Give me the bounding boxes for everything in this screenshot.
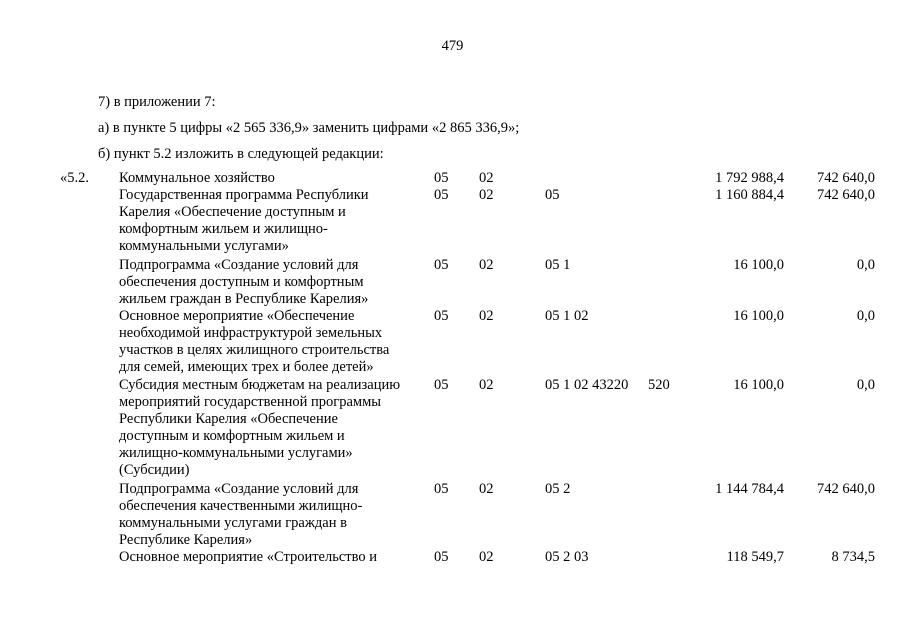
row-name-line: Основное мероприятие «Строительство и bbox=[119, 549, 377, 565]
amount-federal: 0,0 bbox=[856, 377, 875, 393]
target-article-code: 05 2 03 bbox=[545, 549, 589, 565]
section-code: 05 bbox=[434, 549, 449, 565]
subsection-code: 02 bbox=[479, 549, 494, 565]
row-name-line: Подпрограмма «Создание условий для bbox=[119, 481, 359, 497]
row-name-line: коммунальными услугами» bbox=[119, 238, 289, 254]
row-name-line: обеспечения доступным и комфортным bbox=[119, 274, 364, 290]
row-name-line: Карелия «Обеспечение доступным и bbox=[119, 204, 346, 220]
row-name bbox=[119, 308, 419, 376]
amount-total: 16 100,0 bbox=[733, 377, 784, 393]
amount-federal: 0,0 bbox=[856, 257, 875, 273]
target-article-code: 05 1 02 43220 bbox=[545, 377, 629, 393]
target-article-code: 05 1 bbox=[545, 257, 571, 273]
amount-total: 1 144 784,4 bbox=[715, 481, 784, 497]
amount-federal: 742 640,0 bbox=[817, 481, 875, 497]
row-name-line: для семей, имеющих трех и более детей» bbox=[119, 359, 374, 375]
row-name-line: жилищно-коммунальными услугами» bbox=[119, 445, 353, 461]
target-article-code: 05 1 02 bbox=[545, 308, 589, 324]
row-name-line: участков в целях жилищного строительства bbox=[119, 342, 390, 358]
amount-total: 1 160 884,4 bbox=[715, 187, 784, 203]
page-number: 479 bbox=[441, 38, 464, 54]
row-name-line: жильем граждан в Республике Карелия» bbox=[119, 291, 369, 307]
expense-type-code: 520 bbox=[648, 377, 670, 393]
row-name-line: комфортным жильем и жилищно- bbox=[119, 221, 328, 237]
section-code: 05 bbox=[434, 481, 449, 497]
target-article-code: 05 2 bbox=[545, 481, 571, 497]
amount-total: 16 100,0 bbox=[733, 257, 784, 273]
amount-federal: 0,0 bbox=[856, 308, 875, 324]
row-name-line: Государственная программа Республики bbox=[119, 187, 369, 203]
row-name-line: Субсидия местным бюджетам на реализацию bbox=[119, 377, 401, 393]
section-code: 05 bbox=[434, 187, 449, 203]
row-name-line: коммунальными услугами граждан в bbox=[119, 515, 347, 531]
paragraph-item-a: а) в пункте 5 цифры «2 565 336,9» заменить цифрами «2 865 336,9»; bbox=[98, 120, 520, 136]
subsection-code: 02 bbox=[479, 377, 494, 393]
row-name-line: Основное мероприятие «Обеспечение bbox=[119, 308, 355, 324]
row-name-line: Коммунальное хозяйство bbox=[119, 170, 275, 186]
row-name bbox=[119, 187, 419, 255]
row-name-line: Республике Карелия» bbox=[119, 532, 253, 548]
row-name bbox=[119, 257, 419, 308]
amount-federal: 742 640,0 bbox=[817, 170, 875, 186]
amount-total: 118 549,7 bbox=[726, 549, 784, 565]
row-name-line: доступным и комфортным жильем и bbox=[119, 428, 345, 444]
subsection-code: 02 bbox=[479, 308, 494, 324]
row-name bbox=[119, 377, 419, 479]
target-article-code: 05 bbox=[545, 187, 560, 203]
row-name-line: Республики Карелия «Обеспечение bbox=[119, 411, 338, 427]
row-name bbox=[119, 481, 419, 549]
row-name bbox=[119, 170, 419, 187]
row-name-line: обеспечения качественными жилищно- bbox=[119, 498, 363, 514]
subsection-code: 02 bbox=[479, 187, 494, 203]
row-name bbox=[119, 549, 419, 566]
subsection-code: 02 bbox=[479, 257, 494, 273]
row-name-line: Подпрограмма «Создание условий для bbox=[119, 257, 359, 273]
section-code: 05 bbox=[434, 257, 449, 273]
amount-total: 1 792 988,4 bbox=[715, 170, 784, 186]
paragraph-item-b: б) пункт 5.2 изложить в следующей редакции: bbox=[98, 146, 384, 162]
row-name-line: мероприятий государственной программы bbox=[119, 394, 381, 410]
section-code: 05 bbox=[434, 170, 449, 186]
row-name-line: необходимой инфраструктурой земельных bbox=[119, 325, 383, 341]
section-code: 05 bbox=[434, 377, 449, 393]
subsection-code: 02 bbox=[479, 481, 494, 497]
section-code: 05 bbox=[434, 308, 449, 324]
amount-federal: 8 734,5 bbox=[831, 549, 875, 565]
amount-federal: 742 640,0 bbox=[817, 187, 875, 203]
subsection-code: 02 bbox=[479, 170, 494, 186]
amount-total: 16 100,0 bbox=[733, 308, 784, 324]
item-number: «5.2. bbox=[60, 170, 89, 186]
row-name-line: (Субсидии) bbox=[119, 462, 190, 478]
paragraph-appendix-7: 7) в приложении 7: bbox=[98, 94, 216, 110]
